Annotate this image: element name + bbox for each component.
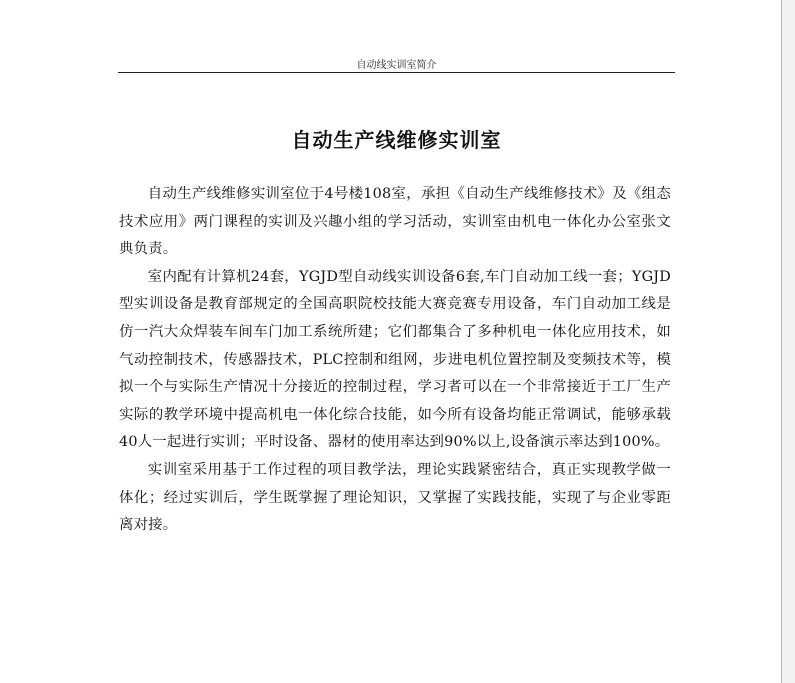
viewer-right-edge bbox=[781, 0, 795, 683]
page-header: 自动线实训室简介 bbox=[356, 60, 437, 71]
paragraph-teaching: 实训室采用基于工作过程的项目教学法，理论实践紧密结合，真正实现教学做一体化；经过实训后，学生既掌握了理论知识，又掌握了实践技能，实现了与企业零距离对接。 bbox=[119, 461, 671, 534]
paragraph-equipment: 室内配有计算机24套，YGJD型自动线实训设备6套,车门自动加工线一套；YGJD型实训设备是教育部规定的全国高职院校技能大赛竞赛专用设备，车门自动加工线是仿一汽大众焊装车间车门加工系统所建；它们都集合了多种机电一体化应用技术，如气动控制技术，传感器技术，PLC控制和组网，步进电机位置控制及变频技术等，模拟一个与实际生产情况十分接近的控制过程，学习者可以在一个非常接近于工厂生产实际的教学环境中提高机电一体化综合技能，如今所有设备均能正常调试，能够承载40人一起进行实训；平时设备、器材的使用率达到90%以上,设备演示率达到100%。 bbox=[119, 268, 671, 451]
document-body bbox=[119, 181, 671, 540]
header-rule bbox=[118, 72, 675, 73]
paragraph-intro: 自动生产线维修实训室位于4号楼108室，承担《自动生产线维修技术》及《组态技术应用》两门课程的实训及兴趣小组的学习活动，实训室由机电一体化办公室张文典负责。 bbox=[119, 186, 671, 258]
document-title: 自动生产线维修实训室 bbox=[291, 128, 502, 152]
